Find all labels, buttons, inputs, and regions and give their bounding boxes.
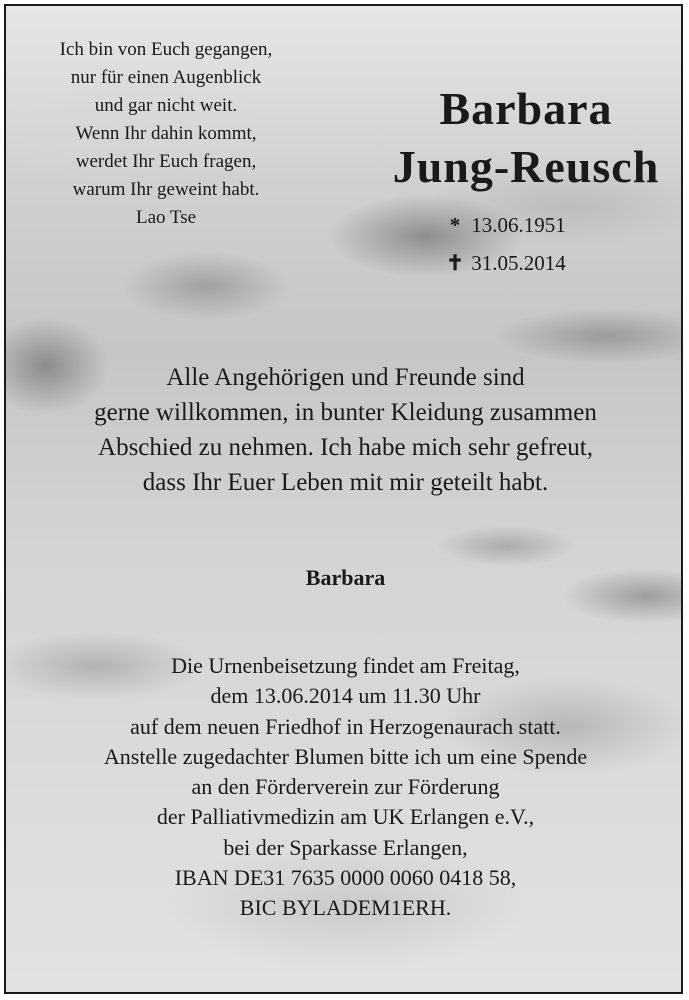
deceased-name <box>366 80 683 196</box>
birth-row <box>444 206 566 244</box>
details-line: dem 13.06.2014 um 11.30 Uhr <box>210 683 481 709</box>
message-line: gerne willkommen, in bunter Kleidung zusammen <box>94 399 597 426</box>
quote-author: Lao Tse <box>135 207 197 228</box>
details-line: der Palliativmedizin am UK Erlangen e.V., <box>156 804 535 830</box>
obituary-notice <box>4 4 683 994</box>
details-line: bei der Sparkasse Erlangen, <box>223 834 468 860</box>
quote-line: warum Ihr geweint habt. <box>72 179 260 200</box>
first-name: Barbara <box>439 83 613 134</box>
invitation-message <box>6 360 683 500</box>
quote-line: Wenn Ihr dahin kommt, <box>75 123 257 144</box>
birth-date: 13.06.1951 <box>471 213 566 237</box>
death-row <box>444 244 566 282</box>
details-line: auf dem neuen Friedhof in Herzogenaurach statt. <box>130 713 561 739</box>
details-line: Die Urnenbeisetzung findet am Freitag, <box>171 653 520 678</box>
quote-line: werdet Ihr Euch fragen, <box>75 151 257 172</box>
quote-line: Ich bin von Euch gegangen, <box>59 39 273 60</box>
iban-line: IBAN DE31 7635 0000 0060 0418 58, <box>174 865 517 891</box>
birth-star-icon: * <box>449 213 461 237</box>
details-line: an den Förderverein zur Förderung <box>191 774 500 800</box>
details-line: Anstelle zugedachter Blumen bitte ich um eine Spende <box>103 743 588 769</box>
funeral-details <box>6 651 683 924</box>
death-cross-icon: ✝ <box>446 251 464 275</box>
message-line: dass Ihr Euer Leben mit mir geteilt habt. <box>142 469 549 496</box>
life-dates <box>444 206 566 282</box>
death-date: 31.05.2014 <box>471 251 566 275</box>
quote-line: nur für einen Augenblick <box>70 67 262 88</box>
last-name: Jung-Reusch <box>392 141 660 192</box>
message-line: Abschied zu nehmen. Ich habe mich sehr gefreut, <box>98 434 593 461</box>
bic-line: BIC BYLADEM1ERH. <box>239 895 452 921</box>
signature: Barbara <box>305 565 386 590</box>
message-line: Alle Angehörigen und Freunde sind <box>166 364 525 391</box>
quote-line: und gar nicht weit. <box>94 95 238 116</box>
quote-block <box>16 36 316 232</box>
